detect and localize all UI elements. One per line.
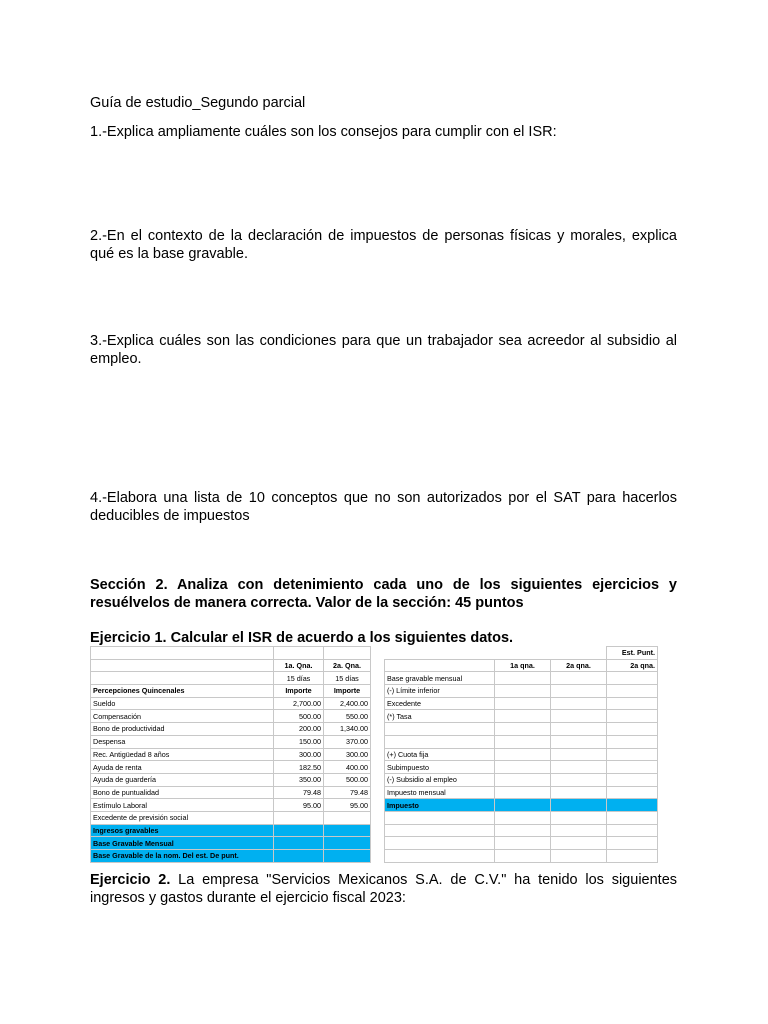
highlighted-label: Base Gravable Mensual [91, 837, 274, 850]
empty-cell [385, 837, 495, 850]
empty-cell [607, 773, 658, 786]
table-row [91, 811, 371, 824]
perception-amount-2a [324, 811, 371, 824]
perception-amount-1a: 300.00 [274, 748, 324, 761]
perception-amount-1a: 2,700.00 [274, 697, 324, 710]
empty-cell [607, 748, 658, 761]
perceptions-table [90, 646, 371, 863]
empty-cell [551, 837, 607, 850]
empty-cell [607, 685, 658, 698]
calc-label: Excedente [385, 697, 495, 710]
table-row [91, 799, 371, 812]
col-header-2a-qna-est: 2a qna. [607, 659, 658, 672]
empty-cell [385, 811, 495, 824]
empty-cell [495, 761, 551, 774]
importe-header-1: Importe [274, 685, 324, 698]
perception-label: Bono de productividad [91, 723, 274, 736]
row-header-label: Percepciones Quincenales [91, 685, 274, 698]
empty-cell [495, 735, 551, 748]
calc-label [385, 723, 495, 736]
empty-cell [551, 786, 607, 799]
table-row [385, 735, 658, 748]
perception-amount-1a: 95.00 [274, 799, 324, 812]
table-row [91, 710, 371, 723]
highlighted-row [91, 824, 371, 837]
empty-cell [551, 710, 607, 723]
perception-label: Ayuda de renta [91, 761, 274, 774]
empty-cell [551, 811, 607, 824]
empty-cell [607, 710, 658, 723]
empty-cell [607, 735, 658, 748]
table-row [91, 748, 371, 761]
empty-cell [274, 837, 324, 850]
highlighted-row [91, 837, 371, 850]
calc-label: Subimpuesto [385, 761, 495, 774]
perception-amount-1a [274, 811, 324, 824]
empty-cell [607, 824, 658, 837]
empty-cell [324, 647, 371, 660]
empty-cell [551, 761, 607, 774]
empty-cell [91, 659, 274, 672]
table-row [91, 786, 371, 799]
table-row [385, 685, 658, 698]
table-row [385, 773, 658, 786]
perception-amount-2a: 300.00 [324, 748, 371, 761]
exercise-1-heading: Ejercicio 1. Calcular el ISR de acuerdo a los siguientes datos. [90, 630, 514, 646]
calc-label: (-) Límite inferior [385, 685, 495, 698]
exercise-2-paragraph [90, 871, 677, 907]
empty-cell [495, 647, 551, 660]
empty-cell [607, 672, 658, 685]
importe-header-2: Importe [324, 685, 371, 698]
empty-cell [495, 710, 551, 723]
col-header-2a-qna: 2a qna. [551, 659, 607, 672]
empty-cell [607, 837, 658, 850]
table-row [91, 723, 371, 736]
perception-amount-1a: 350.00 [274, 773, 324, 786]
empty-cell [385, 850, 495, 863]
empty-cell [551, 723, 607, 736]
empty-cell [324, 850, 371, 863]
empty-cell [551, 773, 607, 786]
perception-label: Excedente de previsión social [91, 811, 274, 824]
exercise-2-label: Ejercicio 2. [90, 872, 171, 888]
empty-cell [495, 811, 551, 824]
calc-label: Impuesto mensual [385, 786, 495, 799]
highlighted-label: Impuesto [385, 799, 495, 812]
calc-label: Base gravable mensual [385, 672, 495, 685]
exercise-2-text: La empresa "Servicios Mexicanos S.A. de C.V." ha tenido los siguientes ingresos y gastos durante el ejercicio fiscal 2023: [90, 872, 678, 906]
table-row [385, 748, 658, 761]
empty-cell [385, 647, 495, 660]
empty-cell [495, 824, 551, 837]
empty-cell [551, 799, 607, 812]
empty-cell [607, 761, 658, 774]
isr-calculation-table [384, 646, 658, 863]
table-row [385, 710, 658, 723]
question-1: 1.-Explica ampliamente cuáles son los consejos para cumplir con el ISR: [90, 124, 557, 140]
corner-header-est-punt: Est. Punt. [607, 647, 658, 660]
empty-cell [551, 685, 607, 698]
empty-cell [495, 748, 551, 761]
perception-amount-2a: 370.00 [324, 735, 371, 748]
col-header-1a-qna: 1a qna. [495, 659, 551, 672]
perception-amount-1a: 182.50 [274, 761, 324, 774]
empty-cell [495, 850, 551, 863]
perception-amount-1a: 200.00 [274, 723, 324, 736]
highlighted-row [91, 850, 371, 863]
perception-amount-2a: 1,340.00 [324, 723, 371, 736]
table-row [385, 761, 658, 774]
empty-cell [324, 837, 371, 850]
perception-label: Estímulo Laboral [91, 799, 274, 812]
table-row [385, 824, 658, 837]
empty-cell [495, 685, 551, 698]
empty-cell [274, 824, 324, 837]
days-2a: 15 días [324, 672, 371, 685]
perception-label: Sueldo [91, 697, 274, 710]
table-row [385, 723, 658, 736]
table-row [385, 697, 658, 710]
table-row [385, 850, 658, 863]
empty-cell [495, 672, 551, 685]
highlighted-row [385, 799, 658, 812]
empty-cell [607, 811, 658, 824]
perception-amount-1a: 150.00 [274, 735, 324, 748]
empty-cell [385, 824, 495, 837]
empty-cell [551, 697, 607, 710]
table-row [385, 672, 658, 685]
question-2: 2.-En el contexto de la declaración de impuestos de personas físicas y morales, explica qué es la base gravable. [90, 228, 677, 262]
calc-label: (+) Cuota fija [385, 748, 495, 761]
table-row [91, 735, 371, 748]
calc-label: (*) Tasa [385, 710, 495, 723]
empty-cell [551, 824, 607, 837]
empty-cell [551, 850, 607, 863]
empty-cell [607, 697, 658, 710]
perception-amount-2a: 79.48 [324, 786, 371, 799]
calc-label: (-) Subsidio al empleo [385, 773, 495, 786]
col-header-2a-qna: 2a. Qna. [324, 659, 371, 672]
perception-label: Rec. Antigüedad 8 años [91, 748, 274, 761]
empty-cell [495, 837, 551, 850]
perception-label: Ayuda de guardería [91, 773, 274, 786]
perception-amount-2a: 95.00 [324, 799, 371, 812]
highlighted-label: Ingresos gravables [91, 824, 274, 837]
table-row [91, 697, 371, 710]
empty-cell [495, 786, 551, 799]
perception-amount-2a: 500.00 [324, 773, 371, 786]
empty-cell [551, 735, 607, 748]
perception-label: Bono de puntualidad [91, 786, 274, 799]
empty-cell [385, 659, 495, 672]
empty-cell [324, 824, 371, 837]
empty-cell [607, 799, 658, 812]
highlighted-label: Base Gravable de la nom. Del est. De punt. [91, 850, 274, 863]
days-1a: 15 días [274, 672, 324, 685]
empty-cell [551, 647, 607, 660]
perception-label: Compensación [91, 710, 274, 723]
perception-amount-2a: 550.00 [324, 710, 371, 723]
empty-cell [495, 799, 551, 812]
question-4: 4.-Elabora una lista de 10 conceptos que no son autorizados por el SAT para hacerlos deducibles de impuestos [90, 490, 677, 524]
empty-cell [607, 723, 658, 736]
perception-amount-1a: 500.00 [274, 710, 324, 723]
empty-cell [274, 647, 324, 660]
perception-amount-2a: 400.00 [324, 761, 371, 774]
empty-cell [607, 786, 658, 799]
table-row [385, 786, 658, 799]
empty-cell [495, 697, 551, 710]
perception-label: Despensa [91, 735, 274, 748]
perception-amount-2a: 2,400.00 [324, 697, 371, 710]
calc-label [385, 735, 495, 748]
empty-cell [495, 773, 551, 786]
col-header-1a-qna: 1a. Qna. [274, 659, 324, 672]
table-row [385, 811, 658, 824]
question-3: 3.-Explica cuáles son las condiciones para que un trabajador sea acreedor al subsidio al empleo. [90, 333, 677, 367]
table-row [385, 837, 658, 850]
table-row [91, 773, 371, 786]
table-row [91, 761, 371, 774]
empty-cell [91, 672, 274, 685]
empty-cell [551, 672, 607, 685]
empty-cell [91, 647, 274, 660]
empty-cell [495, 723, 551, 736]
empty-cell [551, 748, 607, 761]
perception-amount-1a: 79.48 [274, 786, 324, 799]
section-2-heading: Sección 2. Analiza con detenimiento cada uno de los siguientes ejercicios y resuélvelos de manera correcta. Valor de la sección: 45 puntos [90, 577, 677, 611]
empty-cell [607, 850, 658, 863]
document-title: Guía de estudio_Segundo parcial [90, 95, 306, 111]
empty-cell [274, 850, 324, 863]
